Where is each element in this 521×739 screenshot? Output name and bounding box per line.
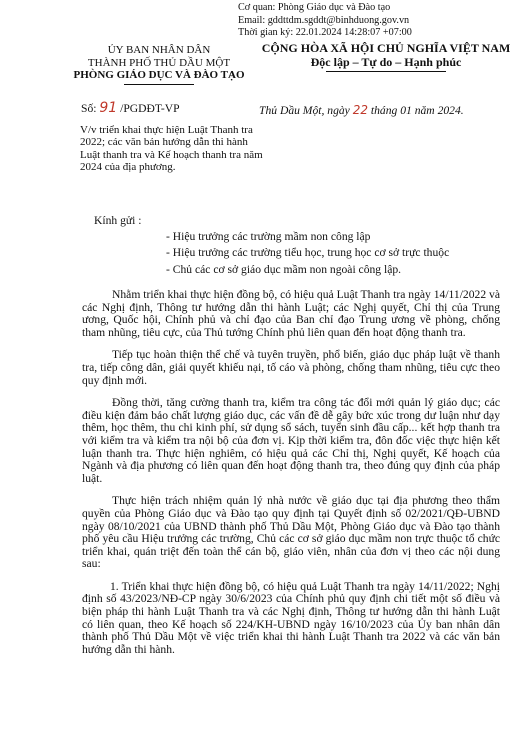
signature-time: Thời gian ký: 22.01.2024 14:28:07 +07:00 xyxy=(238,27,412,39)
recipient-item: - Hiệu trưởng các trường tiểu học, trung học cơ sở trực thuộc xyxy=(166,246,450,260)
agency-line-2: THÀNH PHỐ THỦ DẦU MỘT xyxy=(87,56,231,69)
national-title xyxy=(255,42,517,72)
motto-underline xyxy=(326,71,446,72)
document-subject: V/v triển khai thực hiện Luật Thanh tra 2022; các văn bản hướng dẫn thi hành Luật thanh tra và Kế hoạch thanh tra năm 2024 của địa phương. xyxy=(80,124,263,174)
body-list-item: 1. Triển khai thực hiện đồng bộ, có hiệu quả Luật Thanh tra ngày 14/11/2022; Nghị định số 43/2023/NĐ-CP ngày 30/6/2023 của Chính phủ quy định chi tiết một số điều và biện pháp thi hành Luật Thanh tra và các Nghị định, Thông tư hướng dẫn thi hành Luật có liên quan, theo Kế hoạch số 224/KH-UBND ngày 16/10/2023 của Ủy ban nhân dân thành phố Thủ Dầu Một về việc triển khai thi hành Luật Thanh tra 2022 và các văn bản hướng dẫn thi hành. xyxy=(82,579,500,656)
signature-email: Email: gddttdm.sgddt@binhduong.gov.vn xyxy=(238,14,410,26)
recipient-item: - Chủ các cơ sở giáo dục mầm non ngoài công lập. xyxy=(166,262,402,276)
recipient-item: - Hiệu trưởng các trường mầm non công lập xyxy=(166,230,371,243)
signature-agency: Cơ quan: Phòng Giáo dục và Đào tạo xyxy=(238,2,391,13)
document-number: Số: 91 /PGDĐT-VP xyxy=(81,100,180,116)
handwritten-day: 22 xyxy=(352,103,368,117)
body-paragraph: Thực hiện trách nhiệm quản lý nhà nước về giáo dục tại địa phương theo thẩm quyền của Phòng Giáo dục và Đào tạo quy định tại Quyết định số 02/2021/QĐ-UBND ngày 08/10/2021 của UBND thành phố Thủ Dầu Một, Phòng Giáo dục và Đào tạo thành phố yêu cầu Hiệu trưởng các trường, Chủ các cơ sở giáo dục mầm non trực thuộc tổ chức triển khai, quán triệt đến toàn thể cán bộ, giáo viên, nhân của đơn vị theo các nội dung sau: xyxy=(82,494,500,571)
issuing-agency xyxy=(48,44,270,85)
nation-motto: Độc lập – Tự do – Hạnh phúc xyxy=(310,54,462,69)
handwritten-number: 91 xyxy=(99,100,118,116)
document-body xyxy=(82,289,500,666)
agency-underline xyxy=(124,84,194,85)
recipient-list xyxy=(166,229,449,278)
greeting: Kính gửi : xyxy=(94,214,142,227)
body-paragraph: Đồng thời, tăng cường thanh tra, kiểm tra công tác đổi mới quản lý giáo dục; các điều kiện đảm bảo chất lượng giáo dục, các vấn đề dễ gây bức xúc trong dư luận như dạy thêm, học thêm, thu chi kinh phí, sử dụng sổ sách, tuyển sinh đầu cấp... kết hợp thanh tra với kiểm tra và kiểm tra nội bộ của đơn vị. Kịp thời kiểm tra, đôn đốc việc thực hiện kết luận thanh tra. Thực hiện nghiêm, có hiệu quả các Chỉ thị, Nghị quyết, Kế hoạch của Ngành và địa phương có liên quan đến hoạt động thanh tra, theo đúng quy định của pháp luật. xyxy=(82,396,500,485)
agency-line-3: PHÒNG GIÁO DỤC VÀ ĐÀO TẠO xyxy=(73,69,245,82)
document-date: Thủ Dầu Một, ngày 22 tháng 01 năm 2024. xyxy=(259,103,464,117)
digital-signature-block xyxy=(238,2,518,40)
agency-line-1: ỦY BAN NHÂN DÂN xyxy=(107,44,211,56)
nation-name: CỘNG HÒA XÃ HỘI CHỦ NGHĨA VIỆT NAM xyxy=(261,41,511,55)
body-paragraph: Nhằm triển khai thực hiện đồng bộ, có hiệu quả Luật Thanh tra ngày 14/11/2022 và các Nghị định, Thông tư hướng dẫn thi hành Luật; các Nghị quyết, Chỉ thị của Trung ương, Quốc hội, Chính phủ và chỉ đạo của Ban chỉ đạo Trung ương về phòng, chống tham nhũng, tiêu cực, của Thủ tướng Chính phủ liên quan đến hoạt động thanh tra. xyxy=(82,288,500,339)
body-paragraph: Tiếp tục hoàn thiện thể chế và tuyên truyền, phổ biến, giáo dục pháp luật về thanh tra, tiếp công dân, giải quyết khiếu nại, tố cáo và phòng, chống tham nhũng, tiêu cực theo quy định mới. xyxy=(82,348,500,387)
